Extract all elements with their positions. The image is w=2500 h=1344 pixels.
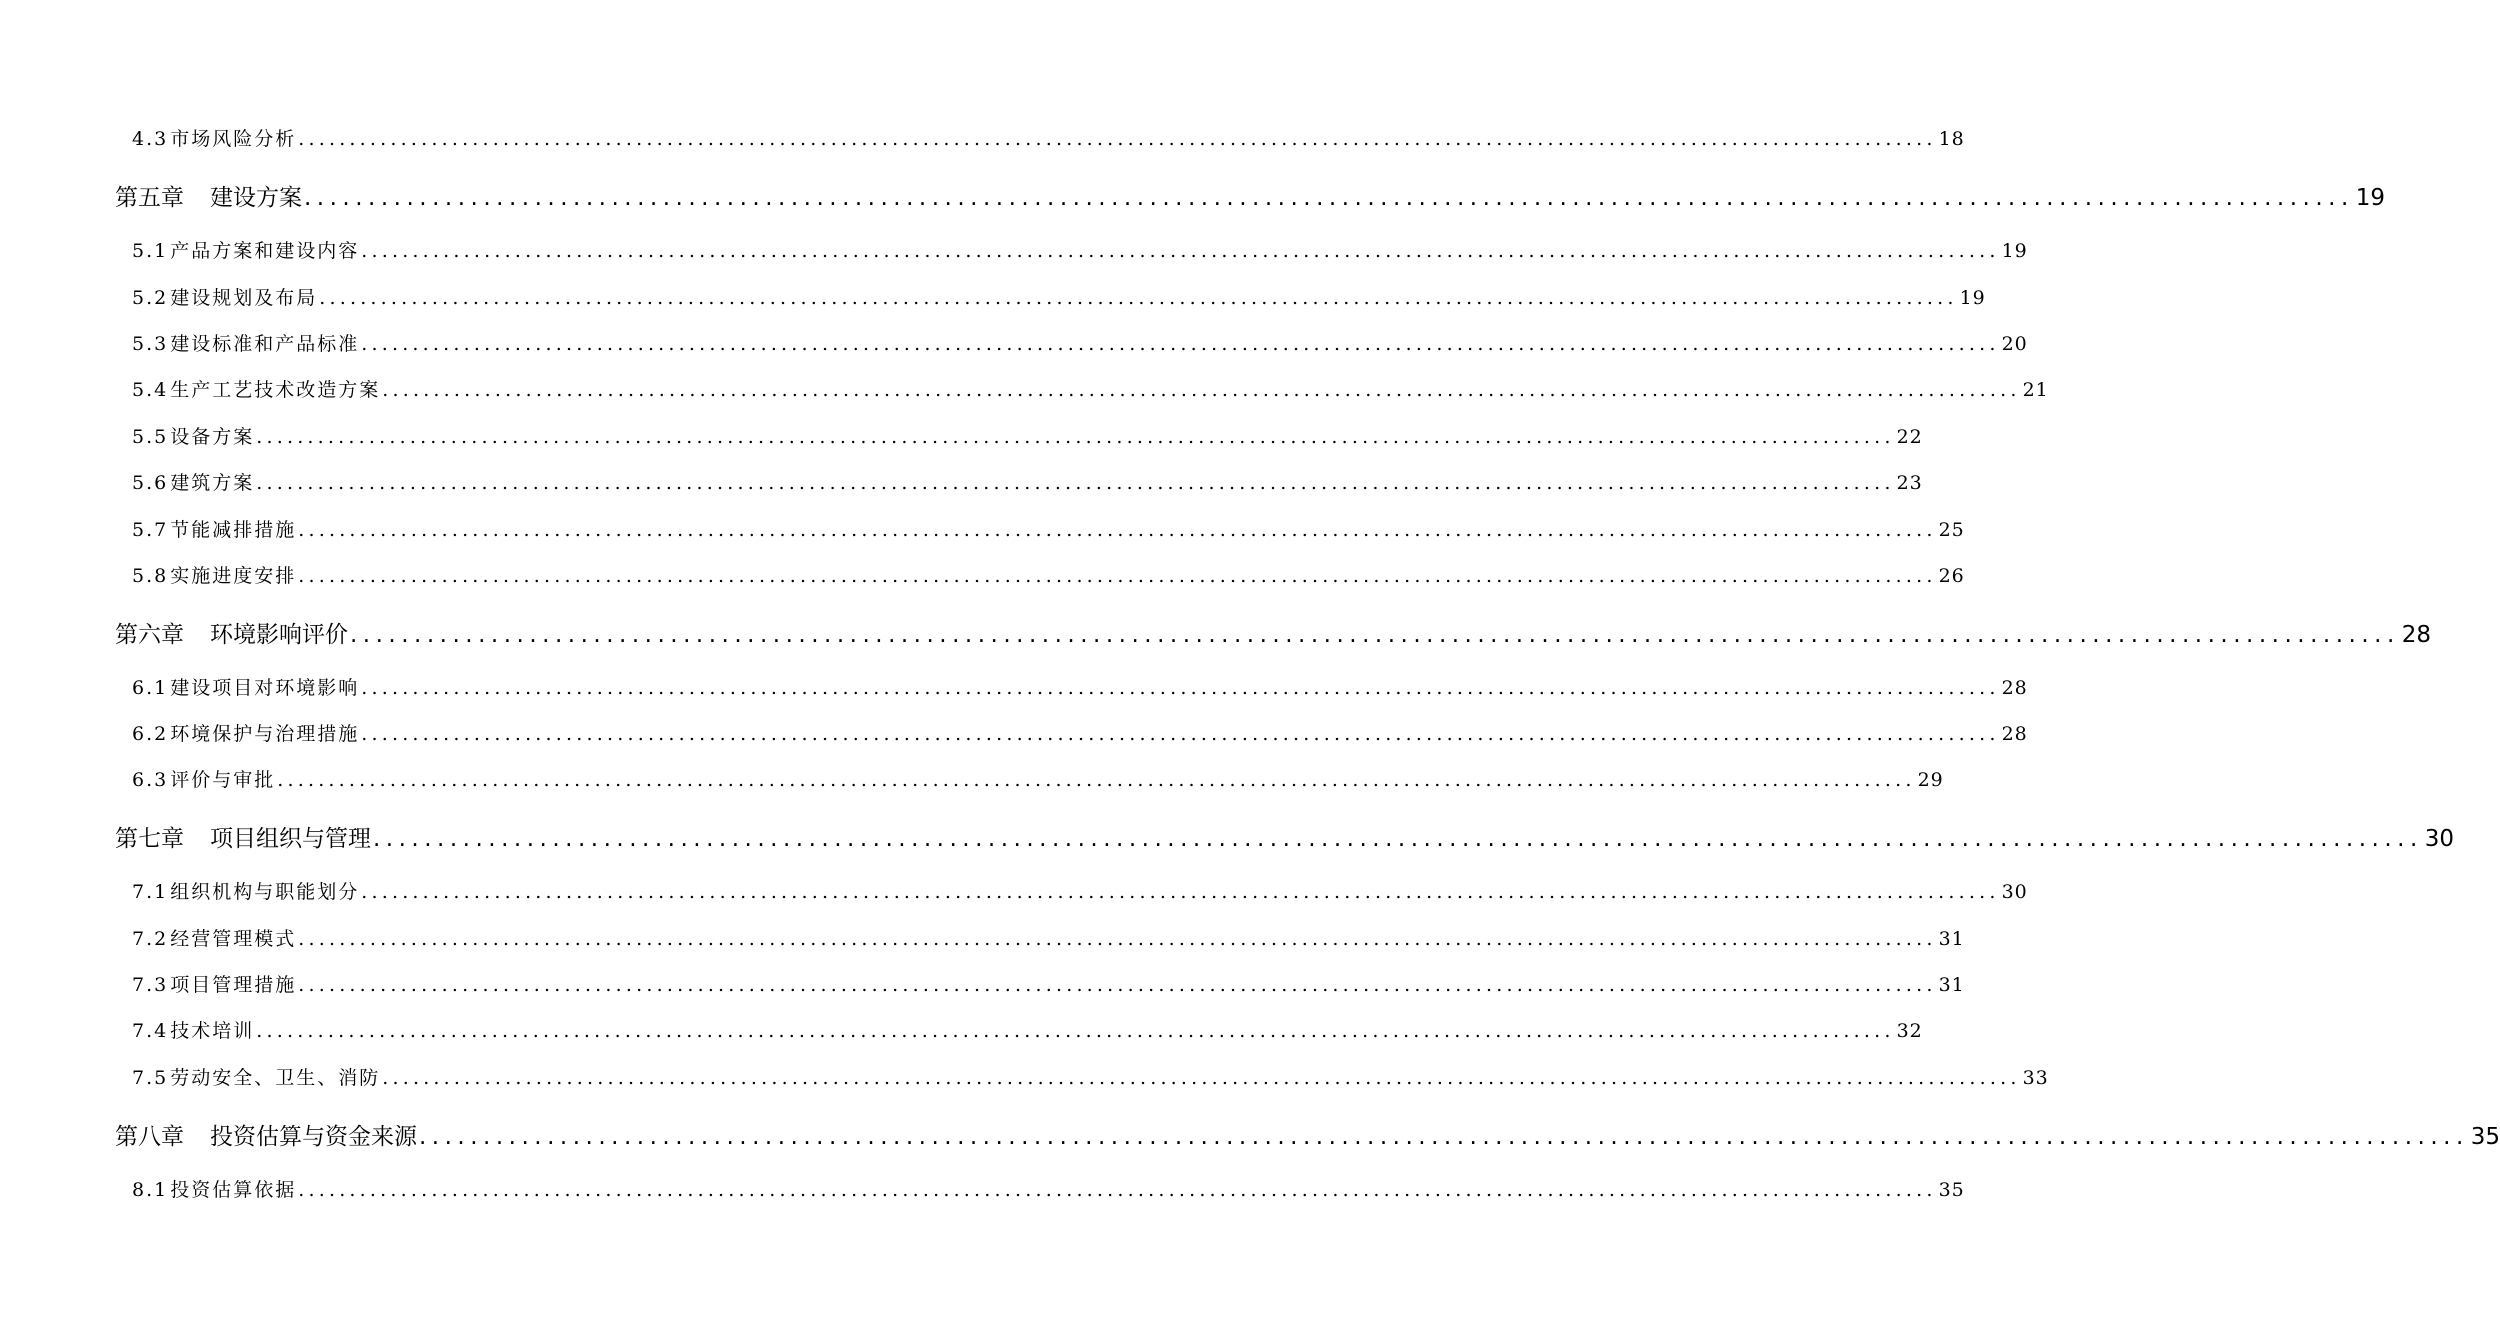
toc-page-number: 19 [2001, 240, 2028, 262]
toc-section-entry[interactable] [132, 515, 1965, 542]
toc-entry-number: 第八章 [115, 1124, 184, 1150]
dot-leader: ................................................................................................................................................................ [373, 826, 2423, 852]
toc-page-number: 19 [1959, 287, 1986, 309]
dot-leader: ................................................................................................................................................................ [304, 185, 2354, 211]
dot-leader: ................................................................................................................................................................ [350, 622, 2400, 648]
dot-leader: ................................................................................................................................................................ [256, 472, 1895, 494]
dot-leader: ................................................................................................................................................................ [361, 723, 2000, 745]
dot-leader: ................................................................................................................................................................ [382, 379, 2021, 401]
toc-entry-number: 第六章 [115, 622, 184, 648]
toc-page-number: 22 [1896, 426, 1923, 448]
toc-page-number: 35 [1938, 1179, 1965, 1201]
toc-entry-label [115, 179, 302, 212]
dot-leader: ................................................................................................................................................................ [361, 677, 2000, 699]
toc-entry-title: 建筑方案 [170, 472, 255, 494]
toc-section-entry[interactable] [132, 719, 2028, 746]
toc-page-number: 18 [1938, 128, 1965, 150]
toc-entry-title: 项目管理措施 [170, 974, 297, 996]
toc-entry-title: 市场风险分析 [170, 128, 297, 150]
toc-entry-title: 建设项目对环境影响 [170, 677, 360, 699]
toc-entry-title: 设备方案 [170, 426, 255, 448]
toc-entry-label [132, 236, 359, 263]
toc-entry-label [132, 924, 296, 951]
toc-section-entry[interactable] [132, 468, 1923, 495]
toc-entry-label [132, 877, 359, 904]
toc-section-entry[interactable] [132, 283, 1986, 310]
toc-section-entry[interactable] [132, 970, 1965, 997]
toc-entry-title: 劳动安全、卫生、消防 [170, 1067, 381, 1089]
toc-entry-number: 6.3 [132, 769, 169, 791]
toc-entry-title: 节能减排措施 [170, 519, 297, 541]
toc-entry-title: 建设方案 [210, 185, 302, 211]
toc-entry-title: 建设规划及布局 [170, 287, 318, 309]
toc-entry-title: 评价与审批 [170, 769, 276, 791]
toc-page-number: 23 [1896, 472, 1923, 494]
toc-entry-number: 5.5 [132, 426, 169, 448]
toc-entry-label [132, 561, 296, 588]
toc-entry-title: 经营管理模式 [170, 928, 297, 950]
toc-entry-number: 6.2 [132, 723, 169, 745]
toc-entry-label [132, 1063, 380, 1090]
toc-chapter-entry[interactable] [115, 820, 2455, 853]
toc-entry-label [132, 765, 275, 792]
dot-leader: ................................................................................................................................................................ [256, 1020, 1895, 1042]
toc-entry-label [132, 719, 359, 746]
toc-page-number: 32 [1896, 1020, 1923, 1042]
toc-entry-label [132, 1175, 296, 1202]
toc-entry-number: 5.1 [132, 240, 169, 262]
toc-entry-title: 建设标准和产品标准 [170, 333, 360, 355]
toc-section-entry[interactable] [132, 561, 1965, 588]
toc-page-number: 30 [2001, 881, 2028, 903]
dot-leader: ................................................................................................................................................................ [361, 333, 2000, 355]
toc-entry-label [132, 422, 254, 449]
toc-page-number: 29 [1917, 769, 1944, 791]
dot-leader: ................................................................................................................................................................ [298, 928, 1937, 950]
toc-entry-label [132, 468, 254, 495]
toc-entry-title: 环境保护与治理措施 [170, 723, 360, 745]
toc-chapter-entry[interactable] [115, 179, 2386, 212]
toc-section-entry[interactable] [132, 236, 2028, 263]
toc-page-number: 35 [2470, 1124, 2500, 1150]
toc-entry-number: 第七章 [115, 826, 184, 852]
toc-entry-number: 7.3 [132, 974, 169, 996]
toc-section-entry[interactable] [132, 1175, 1965, 1202]
toc-entry-number: 6.1 [132, 677, 169, 699]
dot-leader: ................................................................................................................................................................ [298, 519, 1937, 541]
toc-entry-number: 7.5 [132, 1067, 169, 1089]
toc-entry-label [115, 616, 348, 649]
toc-entry-label [132, 375, 380, 402]
dot-leader: ................................................................................................................................................................ [361, 240, 2000, 262]
toc-entry-number: 5.6 [132, 472, 169, 494]
toc-entry-label [115, 820, 371, 853]
toc-entry-title: 组织机构与职能划分 [170, 881, 360, 903]
toc-page-number: 28 [2401, 622, 2432, 648]
toc-entry-number: 5.3 [132, 333, 169, 355]
toc-page-number: 28 [2001, 677, 2028, 699]
toc-entry-label [132, 1016, 254, 1043]
toc-entry-title: 项目组织与管理 [210, 826, 371, 852]
toc-entry-label [132, 970, 296, 997]
toc-chapter-entry[interactable] [115, 616, 2432, 649]
dot-leader: ................................................................................................................................................................ [382, 1067, 2021, 1089]
toc-entry-title: 技术培训 [170, 1020, 255, 1042]
toc-entry-number: 8.1 [132, 1179, 169, 1201]
toc-section-entry[interactable] [132, 124, 1965, 151]
toc-entry-number: 7.4 [132, 1020, 169, 1042]
toc-chapter-entry[interactable] [115, 1118, 2500, 1151]
toc-entry-number: 5.2 [132, 287, 169, 309]
toc-entry-number: 7.1 [132, 881, 169, 903]
toc-page-number: 30 [2424, 826, 2455, 852]
toc-entry-label [132, 124, 296, 151]
toc-entry-number: 5.8 [132, 565, 169, 587]
toc-entry-number: 第五章 [115, 185, 184, 211]
toc-entry-number: 5.4 [132, 379, 169, 401]
toc-entry-title: 环境影响评价 [210, 622, 348, 648]
toc-page-number: 33 [2022, 1067, 2049, 1089]
dot-leader: ................................................................................................................................................................ [277, 769, 1916, 791]
dot-leader: ................................................................................................................................................................ [361, 881, 2000, 903]
toc-page-number: 25 [1938, 519, 1965, 541]
toc-section-entry[interactable] [132, 765, 1944, 792]
toc-entry-label [132, 329, 359, 356]
toc-page-number: 21 [2022, 379, 2049, 401]
toc-entry-number: 4.3 [132, 128, 169, 150]
toc-section-entry[interactable] [132, 375, 2049, 402]
toc-entry-label [132, 283, 317, 310]
toc-entry-number: 7.2 [132, 928, 169, 950]
toc-page-number: 26 [1938, 565, 1965, 587]
dot-leader: ................................................................................................................................................................ [256, 426, 1895, 448]
toc-entry-title: 投资估算与资金来源 [210, 1124, 417, 1150]
dot-leader: ................................................................................................................................................................ [319, 287, 1958, 309]
toc-entry-label [132, 673, 359, 700]
toc-entry-label [132, 515, 296, 542]
toc-page-number: 19 [2355, 185, 2386, 211]
toc-section-entry[interactable] [132, 877, 2028, 904]
dot-leader: ................................................................................................................................................................ [298, 1179, 1937, 1201]
toc-entry-number: 5.7 [132, 519, 169, 541]
toc-page-number: 31 [1938, 928, 1965, 950]
toc-section-entry[interactable] [132, 422, 1923, 449]
toc-entry-title: 生产工艺技术改造方案 [170, 379, 381, 401]
toc-entry-label [115, 1118, 417, 1151]
toc-page-number: 28 [2001, 723, 2028, 745]
dot-leader: ................................................................................................................................................................ [298, 974, 1937, 996]
dot-leader: ................................................................................................................................................................ [419, 1124, 2469, 1150]
toc-section-entry[interactable] [132, 1016, 1923, 1043]
dot-leader: ................................................................................................................................................................ [298, 128, 1937, 150]
toc-section-entry[interactable] [132, 673, 2028, 700]
toc-page-number: 20 [2001, 333, 2028, 355]
toc-entry-title: 产品方案和建设内容 [170, 240, 360, 262]
toc-entry-title: 实施进度安排 [170, 565, 297, 587]
toc-section-entry[interactable] [132, 329, 2028, 356]
toc-entry-title: 投资估算依据 [170, 1179, 297, 1201]
toc-section-entry[interactable] [132, 1063, 2049, 1090]
dot-leader: ................................................................................................................................................................ [298, 565, 1937, 587]
toc-page-number: 31 [1938, 974, 1965, 996]
toc-section-entry[interactable] [132, 924, 1965, 951]
